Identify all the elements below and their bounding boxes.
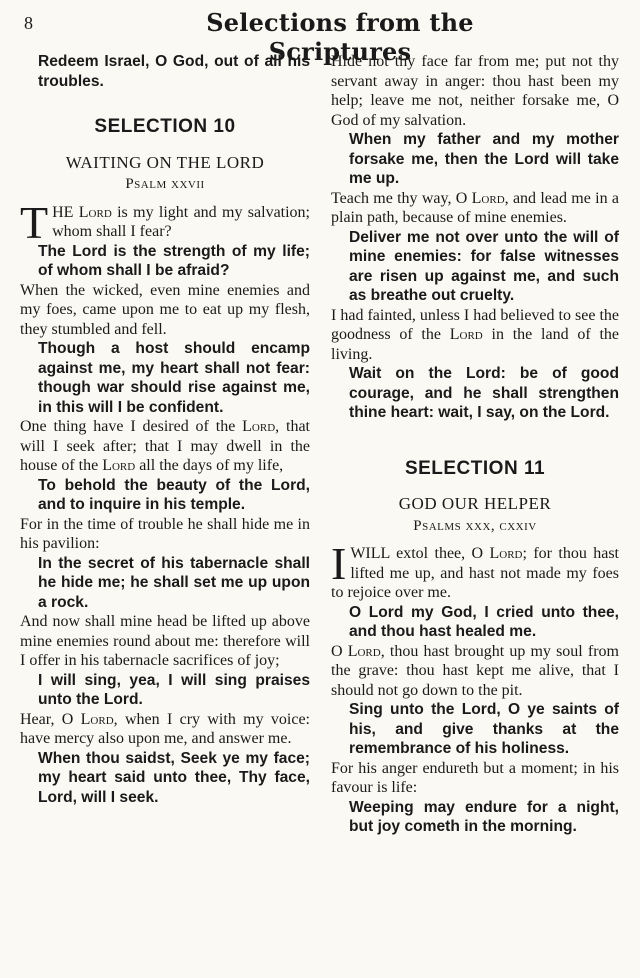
response-line: In the secret of his tabernacle shall he hide me; he shall set me up upon a rock. [38,554,310,611]
verse-text: Hear, O [20,710,81,728]
response-line: Wait on the Lord: be of good courage, and he shall strengthen thine heart: wait, I say, on the Lord. [349,365,619,421]
response-line: Deliver me not over unto the will of mine enemies: for false witnesses are risen up against me, and such as breathe out cruelty. [349,228,619,304]
left-column [20,52,310,807]
verse-text: , when I cry with my voice: have mercy also upon me, and answer me. [20,710,310,747]
reading-verse [331,538,620,603]
divine-name: Lord [242,418,276,435]
verse-text: Teach me thy way, O [331,189,472,207]
reading-verse: Hide not thy face far from me; put not thy servant away in anger: thou hast been my help; leave me not, neither forsake me, O God of my salvation. [331,53,619,129]
verse-text: in the land of the living. [331,326,619,363]
response-line: To behold the beauty of the Lord, and to inquire in his temple. [38,476,310,513]
verse-text: , that will I seek after; that I may dwell in the house of the [20,418,311,474]
selection-title: WAITING ON THE LORD [65,152,265,172]
reading-verse: For his anger endureth but a moment; in his favour is life: [331,759,619,796]
response-line: When my father and my mother forsake me, then the Lord will take me up. [349,131,619,187]
reading-verse [331,642,619,701]
response-line: Weeping may endure for a night, but joy cometh in the morning. [349,798,619,835]
divine-name: Lord [78,203,112,221]
verse-text: ; for thou hast lifted me up, and hast not made my foes to rejoice over me. [331,545,620,601]
divine-name: Lord [80,710,114,728]
reading-verse [20,417,310,476]
selection-heading: SELECTION 11 [404,457,546,479]
selection-title: GOD OUR HELPER [398,494,552,513]
divine-name: Lord [471,189,505,207]
drop-cap: T [20,196,49,248]
verse-text: WILL extol thee, O [350,545,490,562]
drop-cap: I [331,538,347,589]
reading-verse: When the wicked, even mine enemies and my foes, came upon me to eat up my flesh, they stumbled and fell. [20,281,310,338]
verse-text: is my light and my salvation; whom shall I fear? [52,203,311,240]
response-line: When thou saidst, Seek ye my face; my heart said unto thee, Thy face, Lord, will I seek. [38,749,310,806]
verse-text: all the days of my life, [135,457,284,474]
right-column [331,52,619,837]
reading-verse [331,189,619,228]
response-line: I will sing, yea, I will sing praises unto the Lord. [38,671,310,708]
running-head: Selections from the Scriptures [206,8,474,66]
page-number: 8 [24,13,33,33]
divine-name: Lord [489,545,523,562]
reading-verse: And now shall mine head be lifted up above mine enemies round about me: therefore will I offer in his tabernacle sacrifices of joy; [20,613,310,669]
verse-text: HE [52,203,79,221]
response-line: Sing unto the Lord, O ye saints of his, and give thanks at the remembrance of his holiness. [349,701,619,757]
divine-name: Lord [449,326,483,343]
verse-text: , thou hast brought up my soul from the grave: thou hast kept me alive, that I should not go down to the pit. [331,642,619,699]
reading-verse [20,710,310,749]
verse-text: I had fainted, unless I had believed to see the goodness of the [331,306,619,343]
reading-verse [331,306,619,365]
response-line: Though a host should encamp against me, my heart shall not fear: though war should rise against me, in this will I be confident. [38,340,310,416]
selection-reference: Psalm xxvii [125,176,205,192]
reading-verse [20,196,311,248]
response-line: Redeem Israel, O God, out of all his troubles. [38,53,310,90]
response-line: The Lord is the strength of my life; of whom shall I be afraid? [38,242,310,279]
reading-verse: For in the time of trouble he shall hide me in his pavilion: [20,515,310,552]
verse-text: O [331,642,348,660]
selection-heading: SELECTION 10 [94,116,236,137]
divine-name: Lord [102,457,136,474]
verse-text: , and lead me in a plain path, because of mine enemies. [331,189,620,226]
verse-text: One thing have I desired of the [20,418,243,435]
response-line: O Lord my God, I cried unto thee, and thou hast healed me. [349,603,619,640]
divine-name: Lord [347,642,381,660]
selection-reference: Psalms xxx, cxxiv [413,517,537,534]
